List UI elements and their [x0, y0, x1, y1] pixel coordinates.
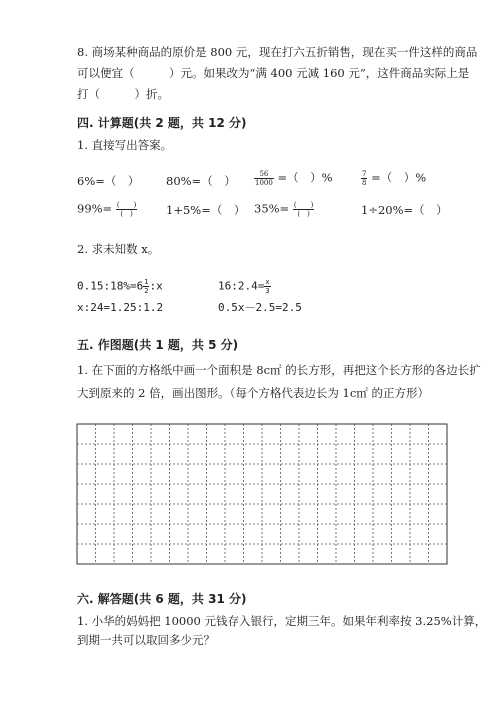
calc-1b: 80%=（ ） [166, 174, 236, 188]
equation-1: 0.15:18%=6 $\frac{1}{2}$ :x [77, 278, 163, 295]
section-5-line-1: 1. 在下面的方格纸中画一个面积是 8c㎡ 的长方形，再把这个长方形的各边长扩 [77, 363, 481, 377]
section-6-line-1: 1. 小华的妈妈把 10000 元钱存入银行，定期三年。如果年利率按 3.25%计算， [77, 614, 487, 628]
calc-2a: 99%= $\frac{( )}{( )}$ [77, 201, 137, 218]
section-5-line-2: 大到原来的 2 倍，画出图形。（每个方格代表边长为 1c㎡ 的正方形） [77, 386, 429, 400]
calc-2d: 1÷20%=（ ） [361, 203, 448, 217]
equation-2: 16:2.4= $\frac{x}{3}$ [218, 278, 270, 295]
equation-3: x:24=1.25:1.2 [77, 301, 164, 314]
calc-1c: $\frac{56}{1000}$ =（ ）% [255, 170, 333, 187]
section-4-title: 四. 计算题(共 2 题，共 12 分) [77, 116, 247, 130]
q8-line-1: 8. 商场某种商品的原价是 800 元，现在打六五折销售，现在买一件这样的商品 [77, 45, 478, 59]
section-6-line-2: 到期一共可以取回多少元？ [77, 633, 215, 647]
section-4-q1-title: 1. 直接写出答案。 [77, 138, 173, 152]
calc-1a: 6%=（ ） [77, 174, 140, 188]
fraction: $\frac{( )}{( )}$ [293, 201, 314, 218]
calc-1d: $\frac{7}{8}$ =（ ）% [362, 170, 427, 187]
calc-2b: 1+5%=（ ） [166, 203, 246, 217]
fraction: $\frac{1}{2}$ [144, 278, 149, 295]
equation-4: 0.5x－2.5=2.5 [218, 301, 302, 314]
section-5-title: 五. 作图题(共 1 题，共 5 分) [77, 338, 239, 352]
q8-line-3: 打（ ）折。 [77, 87, 169, 101]
fraction: $\frac{7}{8}$ [362, 170, 367, 187]
fraction: $\frac{x}{3}$ [265, 278, 270, 295]
calc-2c: 35%= $\frac{( )}{( )}$ [254, 201, 314, 218]
q8-line-2: 可以便宜（ ）元。如果改为“满 400 元减 160 元”，这件商品实际上是 [77, 66, 470, 80]
section-4-q2-title: 2. 求未知数 x。 [77, 242, 160, 256]
fraction: $\frac{( )}{( )}$ [116, 201, 137, 218]
grid-paper[interactable] [76, 423, 448, 565]
fraction: $\frac{56}{1000}$ [255, 170, 273, 187]
section-6-title: 六. 解答题(共 6 题，共 31 分) [77, 592, 247, 606]
